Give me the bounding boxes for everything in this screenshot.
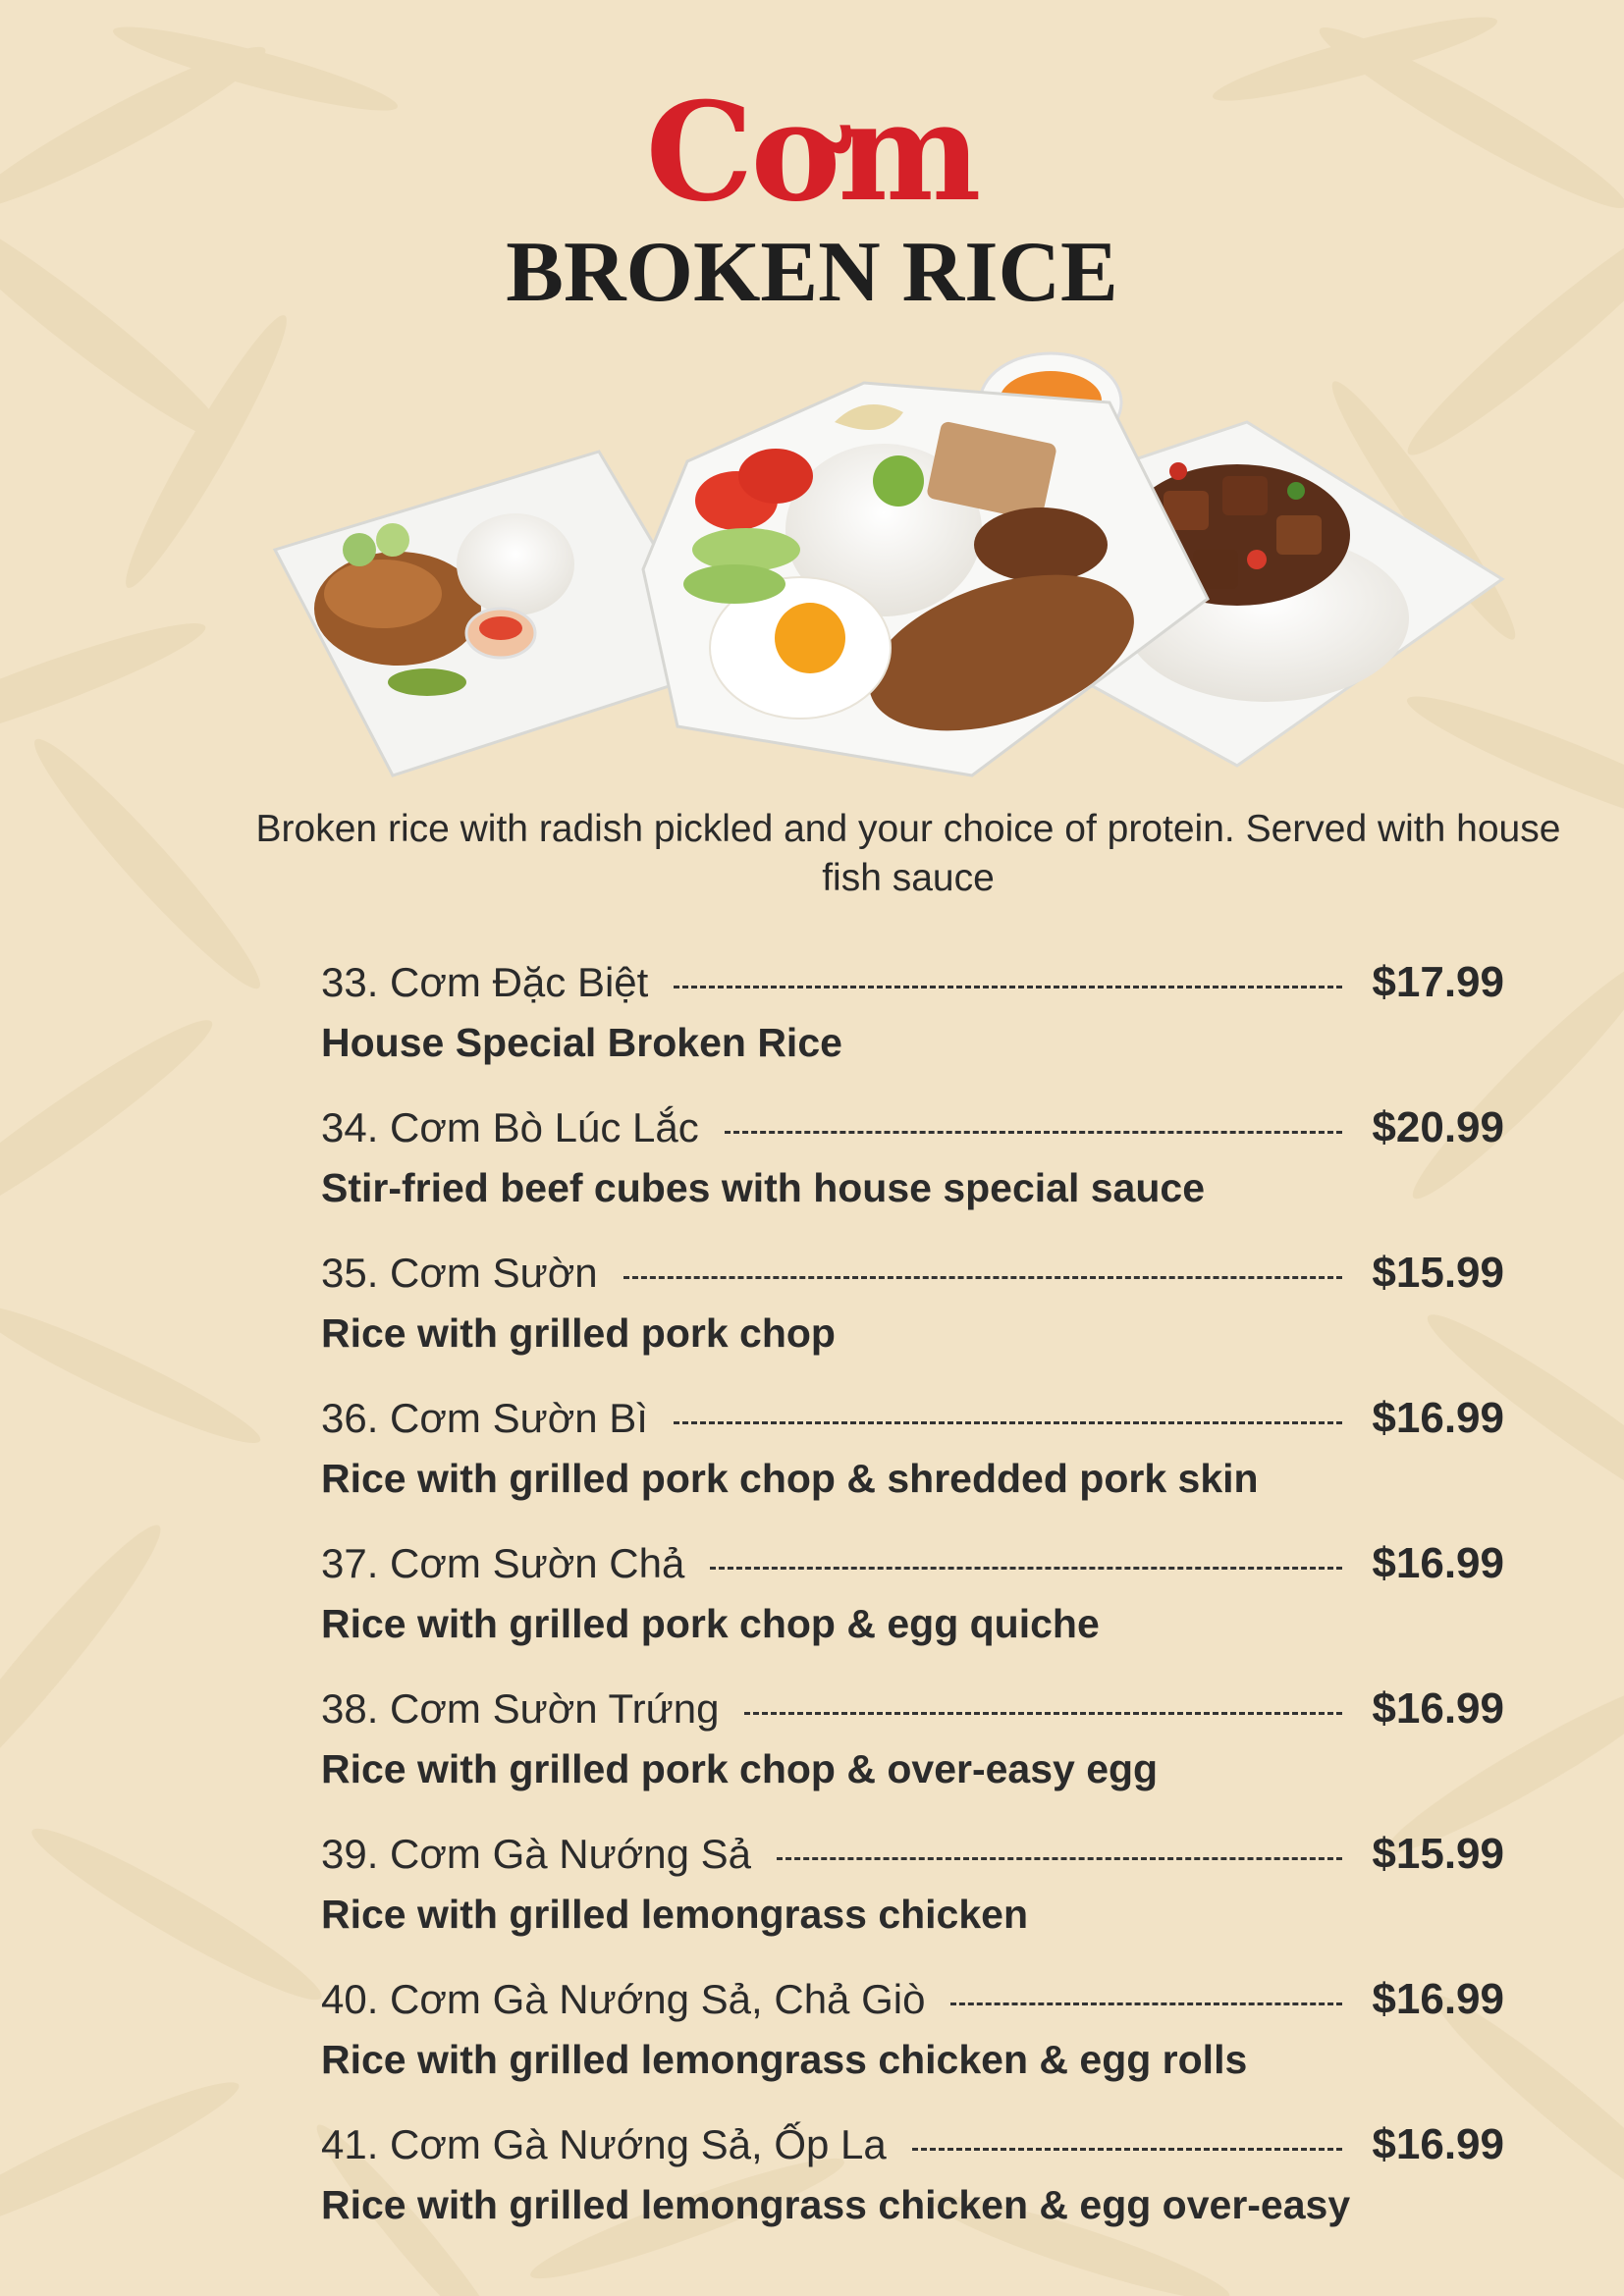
dotted-leader [950,2002,1342,2005]
menu-item-price: $20.99 [1372,1103,1504,1151]
dotted-leader [674,1421,1342,1424]
menu-item [321,2112,1504,2258]
menu-item-vietnamese-name: 39. Cơm Gà Nướng Sả [321,1831,752,1877]
dotted-leader [777,1857,1342,1860]
menu-item-vietnamese-name: 34. Cơm Bò Lúc Lắc [321,1104,699,1150]
menu-list [321,950,1504,2258]
menu-item-english-name: Rice with grilled pork chop & egg quiche [321,1601,1100,1646]
menu-item-price: $16.99 [1372,1975,1504,2023]
menu-item [321,1241,1504,1386]
menu-item [321,1822,1504,1967]
menu-item-vietnamese-name: 40. Cơm Gà Nướng Sả, Chả Giò [321,1976,926,2022]
menu-item-row [321,1386,1504,1451]
menu-item-price: $15.99 [1372,1830,1504,1878]
menu-item-english-name: Rice with grilled lemongrass chicken & egg rolls [321,2037,1248,2082]
menu-item [321,1677,1504,1822]
menu-item [321,1095,1504,1241]
page-title-english: BROKEN RICE [506,225,1118,320]
menu-item-row [321,1095,1504,1160]
menu-item-vietnamese-name: 41. Cơm Gà Nướng Sả, Ốp La [321,2121,887,2167]
dotted-leader [744,1712,1342,1715]
menu-item-price: $16.99 [1372,2120,1504,2168]
menu-item-english-name: Rice with grilled pork chop & over-easy egg [321,1746,1159,1791]
menu-item-vietnamese-name: 33. Cơm Đặc Biệt [321,959,649,1005]
food-plates-image [265,344,1512,795]
menu-item-row [321,1531,1504,1596]
menu-item [321,1531,1504,1677]
menu-item-row [321,1822,1504,1887]
menu-item-row [321,1241,1504,1306]
menu-item-vietnamese-name: 36. Cơm Sườn Bì [321,1395,648,1441]
menu-item-vietnamese-name: 35. Cơm Sườn [321,1250,598,1296]
menu-item-price: $16.99 [1372,1394,1504,1442]
dotted-leader [710,1567,1342,1570]
menu-item-english-name: Rice with grilled pork chop & shredded pork skin [321,1456,1259,1501]
menu-item-row [321,1967,1504,2032]
menu-item-row [321,950,1504,1015]
menu-description: Broken rice with radish pickled and your choice of protein. Served with house fish sauce [255,808,1561,899]
menu-item-price: $15.99 [1372,1249,1504,1297]
menu-item-price: $16.99 [1372,1539,1504,1587]
menu-item-vietnamese-name: 38. Cơm Sườn Trứng [321,1685,720,1732]
menu-item-english-name: Rice with grilled pork chop [321,1310,836,1356]
dotted-leader [623,1276,1343,1279]
menu-item-price: $16.99 [1372,1684,1504,1733]
menu-item-english-name: Rice with grilled lemongrass chicken & egg over-easy [321,2182,1351,2227]
menu-item-price: $17.99 [1372,958,1504,1006]
menu-item [321,1386,1504,1531]
menu-item-row [321,1677,1504,1741]
menu-item-row [321,2112,1504,2177]
dotted-leader [912,2148,1343,2151]
dotted-leader [725,1131,1343,1134]
menu-item-vietnamese-name: 37. Cơm Sườn Chả [321,1540,685,1586]
menu-item [321,950,1504,1095]
menu-item-english-name: House Special Broken Rice [321,1020,842,1065]
menu-item [321,1967,1504,2112]
page-title-vietnamese: Cơm [645,72,979,232]
menu-item-english-name: Stir-fried beef cubes with house special sauce [321,1165,1205,1210]
menu-item-english-name: Rice with grilled lemongrass chicken [321,1892,1029,1937]
dotted-leader [674,986,1342,988]
